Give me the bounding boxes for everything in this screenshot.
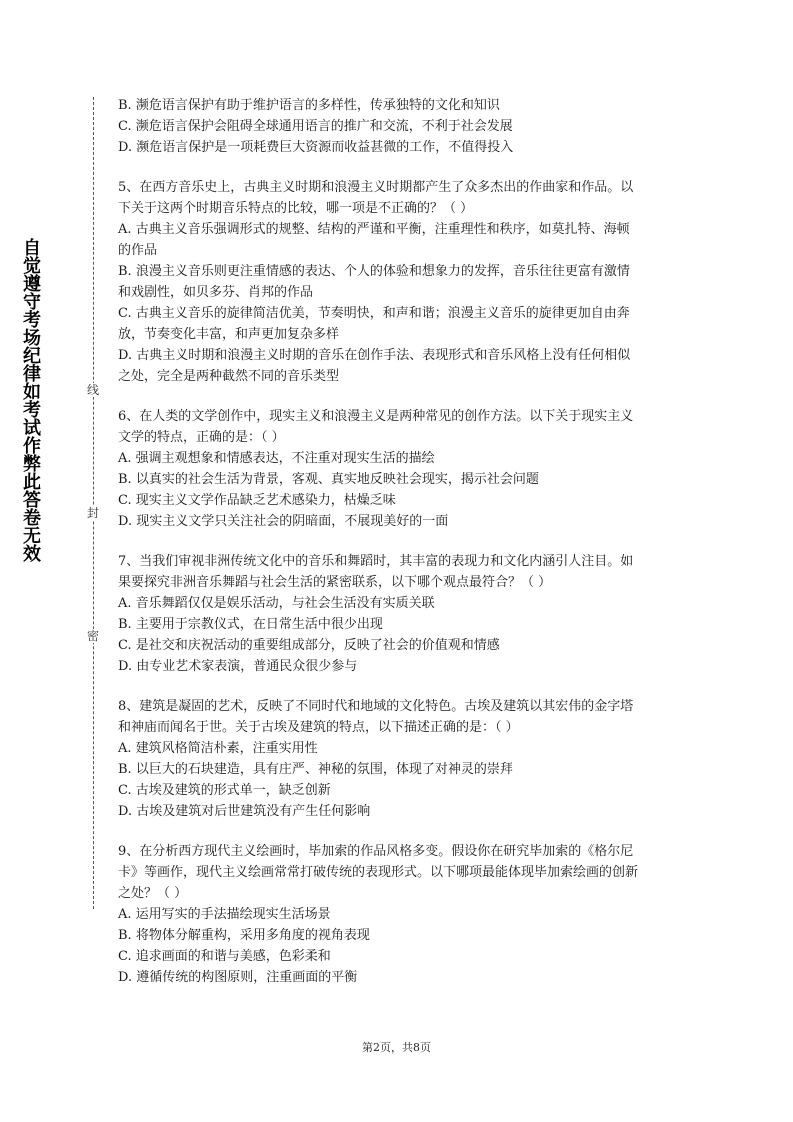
option-line: A. 强调主观想象和情感表达，不注重对现实生活的描绘 [118, 451, 435, 466]
question-content [118, 95, 678, 988]
question-stem-line: 之处？（ ） [118, 886, 188, 901]
option-line: 和戏剧性，如贝多芬、肖邦的作品 [118, 285, 314, 300]
question-stem-line: 8、建筑是凝固的艺术，反映了不同时代和地域的文化特色。古埃及建筑以其宏伟的金字塔 [118, 699, 634, 714]
question-stem-line: 和神庙而闻名于世。关于古埃及建筑的特点，以下描述正确的是：（ ） [118, 720, 519, 735]
option-line: A. 建筑风格简洁朴素，注重实用性 [118, 741, 318, 756]
option-line: C. 追求画面的和谐与美感，色彩柔和 [118, 949, 331, 964]
question-9 [118, 841, 678, 988]
question-stem-line: 下关于这两个时期音乐特点的比较，哪一项是不正确的？（ ） [118, 201, 474, 216]
option-line: 之处，完全是两种截然不同的音乐类型 [118, 369, 340, 384]
option-line: D. 现实主义文学只关注社会的阴暗面，不展现美好的一面 [118, 514, 449, 529]
question-stem-line: 7、当我们审视非洲传统文化中的音乐和舞蹈时，其丰富的表现力和文化内涵引人注目。如 [118, 554, 634, 569]
option-line: B. 主要用于宗教仪式，在日常生活中很少出现 [118, 617, 383, 632]
question-4-continued [118, 95, 678, 158]
option-line: D. 由专业艺术家表演，普通民众很少参与 [118, 659, 358, 674]
option-line: 的作品 [118, 243, 158, 258]
option-line: C. 是社交和庆祝活动的重要组成部分，反映了社会的价值观和情感 [118, 638, 500, 653]
binding-mark-xian: 线 [86, 383, 99, 397]
binding-dashed-line [93, 97, 94, 909]
option-line: B. 濒危语言保护有助于维护语言的多样性，传承独特的文化和知识 [118, 98, 500, 113]
option-line: A. 运用写实的手法描绘现实生活场景 [118, 907, 331, 922]
option-line: D. 遵循传统的构图原则，注重画面的平衡 [118, 970, 358, 985]
binding-mark-feng: 封 [86, 506, 99, 520]
option-line: B. 浪漫主义音乐则更注重情感的表达、个人的体验和想象力的发挥，音乐往往更富有激情 [118, 264, 630, 279]
question-stem-line: 9、在分析西方现代主义绘画时，毕加索的作品风格多变。假设你在研究毕加索的《格尔尼 [118, 844, 634, 859]
question-stem-line: 卡》等画作，现代主义绘画常常打破传统的表现形式。以下哪项最能体现毕加索绘画的创新 [118, 865, 639, 880]
option-line: C. 古典主义音乐的旋律简洁优美，节奏明快，和声和谐；浪漫主义音乐的旋律更加自由奔 [118, 306, 630, 321]
binding-mark-mi: 密 [86, 629, 99, 643]
question-5 [118, 177, 678, 387]
option-line: D. 濒危语言保护是一项耗费巨大资源而收益甚微的工作，不值得投入 [118, 140, 514, 155]
option-line: B. 将物体分解重构，采用多角度的视角表现 [118, 928, 370, 943]
option-line: C. 濒危语言保护会阻碍全球通用语言的推广和交流，不利于社会发展 [118, 119, 513, 134]
question-7 [118, 551, 678, 677]
question-8 [118, 696, 678, 822]
option-line: B. 以真实的社会生活为背景，客观、真实地反映社会现实，揭示社会问题 [118, 472, 539, 487]
page-number-footer: 第2页，共8页 [362, 1041, 431, 1054]
option-line: D. 古埃及建筑对后世建筑没有产生任何影响 [118, 804, 371, 819]
question-stem-line: 6、在人类的文学创作中，现实主义和浪漫主义是两种常见的创作方法。以下关于现实主义 [118, 409, 634, 424]
option-line: A. 古典主义音乐强调形式的规整、结构的严谨和平衡，注重理性和秩序，如莫扎特、海顿 [118, 222, 630, 237]
option-line: A. 音乐舞蹈仅仅是娱乐活动，与社会生活没有实质关联 [118, 596, 435, 611]
question-6 [118, 406, 678, 532]
option-line: D. 古典主义时期和浪漫主义时期的音乐在创作手法、表现形式和音乐风格上没有任何相似 [118, 348, 631, 363]
option-line: C. 现实主义文学作品缺乏艺术感染力，枯燥乏味 [118, 493, 396, 508]
option-line: B. 以巨大的石块建造，具有庄严、神秘的氛围，体现了对神灵的崇拜 [118, 762, 513, 777]
question-stem-line: 果要探究非洲音乐舞蹈与社会生活的紧密联系，以下哪个观点最符合？（ ） [118, 575, 552, 590]
question-stem-line: 5、在西方音乐史上，古典主义时期和浪漫主义时期都产生了众多杰出的作曲家和作品。以 [118, 180, 634, 195]
option-line: 放，节奏变化丰富，和声更加复杂多样 [118, 327, 340, 342]
option-line: C. 古埃及建筑的形式单一，缺乏创新 [118, 783, 331, 798]
question-stem-line: 文学的特点，正确的是：（ ） [118, 430, 285, 445]
exam-discipline-warning: 自觉遵守考场纪律如考试作弊此答卷无效 [20, 238, 41, 562]
